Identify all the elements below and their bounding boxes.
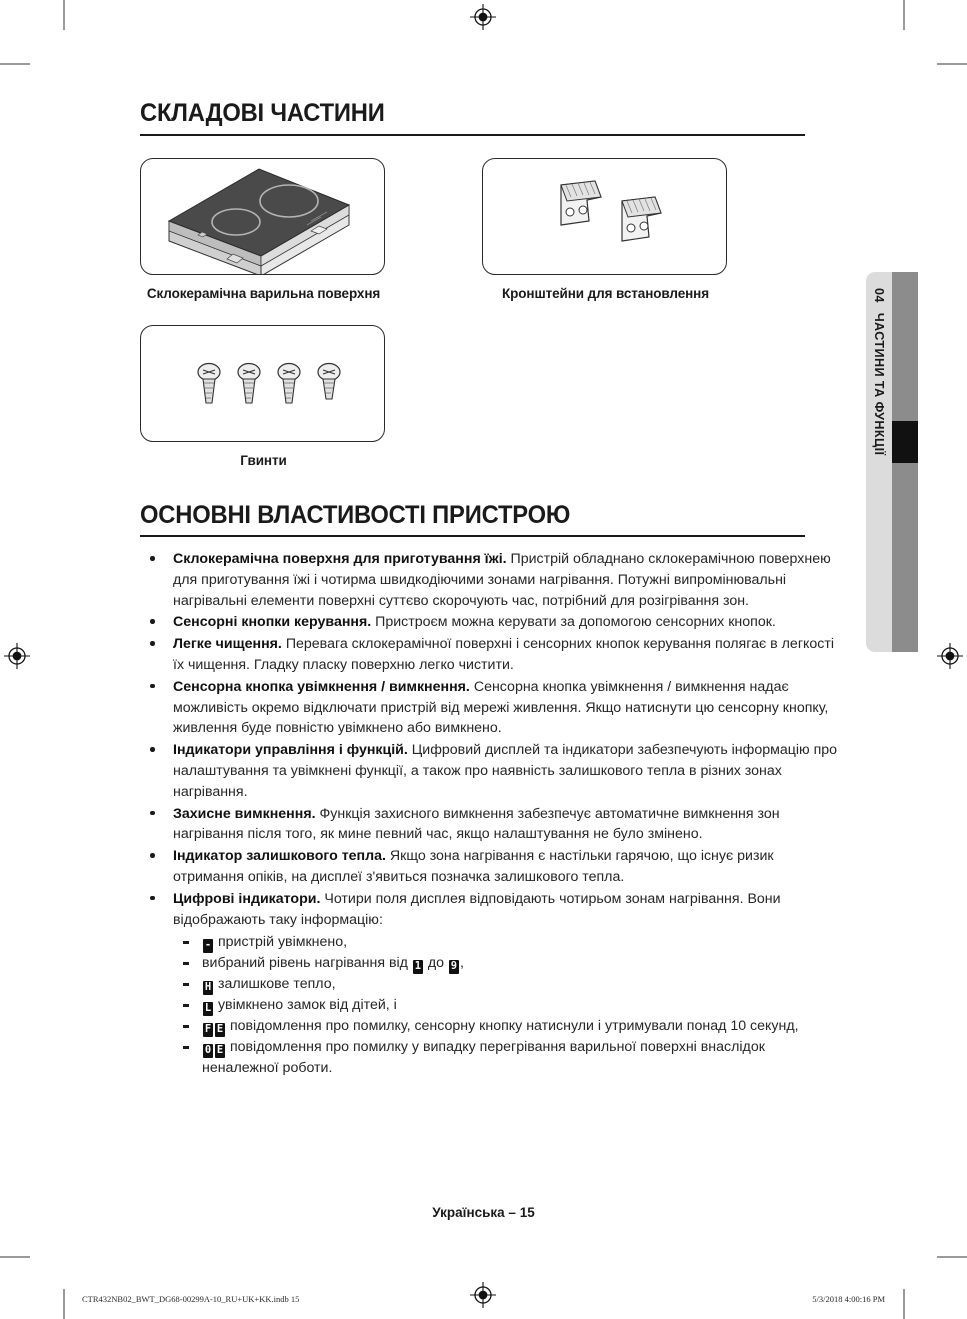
bullet-dot-icon — [150, 747, 155, 752]
page-title-features: ОСНОВНІ ВЛАСТИВОСТІ ПРИСТРОЮ — [140, 502, 805, 538]
feature-text: Пристрій обладнано склокерамічною поверхнею для приготування їжі і чотирма швидкодіючими зонами нагрівання. Потужні випромінювальні нагрівальні елементи поверхні суттєво скорочують час, потрібний для розігрівання зон. — [173, 551, 831, 609]
part-cooktop — [140, 158, 387, 301]
parts-row-bottom — [140, 301, 840, 468]
crop-mark-bottom-right-vertical — [903, 1289, 905, 1319]
segment-display-glyph: E — [216, 1023, 224, 1036]
bullet-dot-icon — [150, 853, 155, 858]
segment-display-glyph: - — [204, 939, 212, 952]
cooktop-illustration-box — [140, 158, 385, 275]
crop-mark-top-left-vertical — [63, 0, 65, 30]
part-caption-cooktop: Склокерамічна варильна поверхня — [146, 285, 381, 301]
feature-text: Пристроєм можна керувати за допомогою сенсорних кнопок. — [371, 614, 776, 631]
crop-mark-top-right-vertical — [903, 0, 905, 30]
chapter-bar-active-marker — [892, 421, 918, 463]
display-indicator-text: , — [459, 955, 464, 972]
part-brackets — [482, 158, 729, 301]
dash-bullet-icon — [183, 962, 189, 964]
feature-term: Легке чищення. — [173, 636, 282, 653]
feature-term: Індикатор залишкового тепла. — [173, 848, 386, 865]
crop-mark-left-bottom-horizontal — [0, 1256, 30, 1258]
feature-item — [140, 740, 840, 802]
page-title-parts: СКЛАДОВІ ЧАСТИНИ — [140, 100, 805, 136]
parts-row-top — [140, 158, 840, 301]
display-indicator-text: повідомлення про помилку у випадку перегрівання варильної поверхні внаслідок неналежної роботи. — [202, 1039, 765, 1077]
display-indicator-item — [173, 995, 840, 1016]
feature-text: Функція захисного вимкнення забезпечує автоматичне вимкнення зон нагрівання після того, як мине певний час, якщо налаштування не було змінено. — [173, 805, 780, 843]
feature-term: Захисне вимкнення. — [173, 805, 316, 822]
bracket-illustration-box — [482, 158, 727, 275]
display-indicator-text: повідомлення про помилку, сенсорну кнопку натиснули і утримували понад 10 секунд, — [226, 1018, 799, 1035]
feature-text: Чотири поля дисплея відповідають чотирьом зонам нагрівання. Вони відображають таку інформацію: — [173, 890, 781, 928]
feature-item — [140, 612, 840, 633]
part-caption-screws: Гвинти — [240, 452, 287, 468]
cooktop-icon — [141, 159, 385, 275]
segment-display-glyph: H — [204, 981, 212, 994]
display-indicator-text-lead: вибраний рівень нагрівання від — [202, 955, 412, 972]
print-filename-footer: CTR432NB02_BWT_DG68-00299A-10_RU+UK+KK.indb 15 — [82, 1294, 300, 1304]
feature-text: Перевага склокерамічної поверхні і сенсорних кнопок керування полягає в легкості їх чищення. Гладку пласку поверхню легко чистити. — [173, 636, 834, 673]
display-indicator-text: пристрій увімкнено, — [214, 934, 348, 951]
screws-illustration-box — [140, 325, 385, 442]
dash-bullet-icon — [183, 1025, 189, 1027]
display-indicator-text-mid: до — [423, 955, 448, 972]
dash-bullet-icon — [183, 941, 189, 943]
page-number-footer: Українська – 15 — [432, 1205, 535, 1220]
registration-target-left — [4, 643, 30, 669]
feature-term: Цифрові індикатори. — [173, 890, 321, 907]
crop-mark-left-top-horizontal — [0, 63, 30, 65]
segment-display-glyph: F — [204, 1023, 212, 1036]
chapter-tab — [866, 272, 892, 652]
crop-mark-bottom-left-vertical — [63, 1289, 65, 1319]
registration-target-right — [937, 643, 963, 669]
feature-term: Сенсорна кнопка увімкнення / вимкнення. — [173, 678, 470, 695]
part-caption-brackets: Кронштейни для встановлення — [501, 285, 710, 301]
chapter-tab-label — [866, 272, 892, 652]
feature-item — [140, 549, 840, 611]
dash-bullet-icon — [183, 1004, 189, 1006]
feature-term: Сенсорні кнопки керування. — [173, 614, 372, 631]
display-indicator-item — [173, 1016, 840, 1037]
feature-item — [140, 634, 840, 676]
feature-term: Індикатори управління і функцій. — [173, 742, 408, 759]
part-screws — [140, 325, 387, 468]
feature-item — [140, 804, 840, 846]
features-list — [140, 549, 840, 1079]
display-indicator-item — [173, 1037, 840, 1079]
display-indicator-text: увімкнено замок від дітей, і — [214, 997, 397, 1014]
display-indicator-item — [173, 932, 840, 953]
dash-bullet-icon — [183, 1046, 189, 1048]
feature-item — [140, 846, 840, 888]
display-indicator-item — [173, 974, 840, 995]
feature-item — [140, 677, 840, 739]
registration-target-bottom — [470, 1282, 496, 1308]
page-content — [140, 100, 840, 1080]
bullet-dot-icon — [150, 641, 155, 646]
segment-display-glyph: E — [216, 1044, 224, 1057]
segment-display-glyph: 0 — [204, 1044, 212, 1057]
segment-display-glyph: 1 — [414, 960, 422, 973]
registration-target-top — [470, 4, 496, 30]
display-indicator-item — [173, 953, 840, 974]
feature-text: Сенсорна кнопка увімкнення / вимкнення надає можливість окремо відключати пристрій від мережі живлення. Якщо натиснути цю сенсорну кнопку, живлення буде повністю увімкнено або вимкнено. — [173, 678, 829, 737]
chapter-tab-title: ЧАСТИНИ ТА ФУНКЦІЇ — [872, 312, 886, 456]
chapter-tab-number: 04 — [872, 288, 886, 303]
segment-display-glyph: 9 — [450, 960, 458, 973]
bracket-icon — [483, 159, 727, 275]
dash-bullet-icon — [183, 983, 189, 985]
segment-display-glyph: L — [204, 1002, 212, 1015]
bullet-dot-icon — [150, 896, 155, 901]
feature-text: Цифровий дисплей та індикатори забезпечують інформацію про налаштування та увімкнені функції, а також про наявність залишкового тепла в різних зонах нагрівання. — [173, 742, 838, 800]
bullet-dot-icon — [150, 811, 155, 816]
print-timestamp-footer: 5/3/2018 4:00:16 PM — [812, 1294, 885, 1304]
bullet-dot-icon — [150, 556, 155, 561]
crop-mark-right-bottom-horizontal — [937, 1256, 967, 1258]
crop-mark-right-top-horizontal — [937, 63, 967, 65]
feature-text: Якщо зона нагрівання є настільки гарячою, що існує ризик отримання опіків, на дисплеї з'явиться позначка залишкового тепла. — [173, 848, 774, 885]
bullet-dot-icon — [150, 684, 155, 689]
feature-term: Склокерамічна поверхня для приготування їжі. — [173, 551, 507, 567]
feature-item — [140, 889, 840, 1079]
display-indicator-text: залишкове тепло, — [214, 976, 336, 993]
screws-icon — [141, 326, 385, 442]
display-indicator-list — [173, 932, 840, 1079]
bullet-dot-icon — [150, 619, 155, 624]
